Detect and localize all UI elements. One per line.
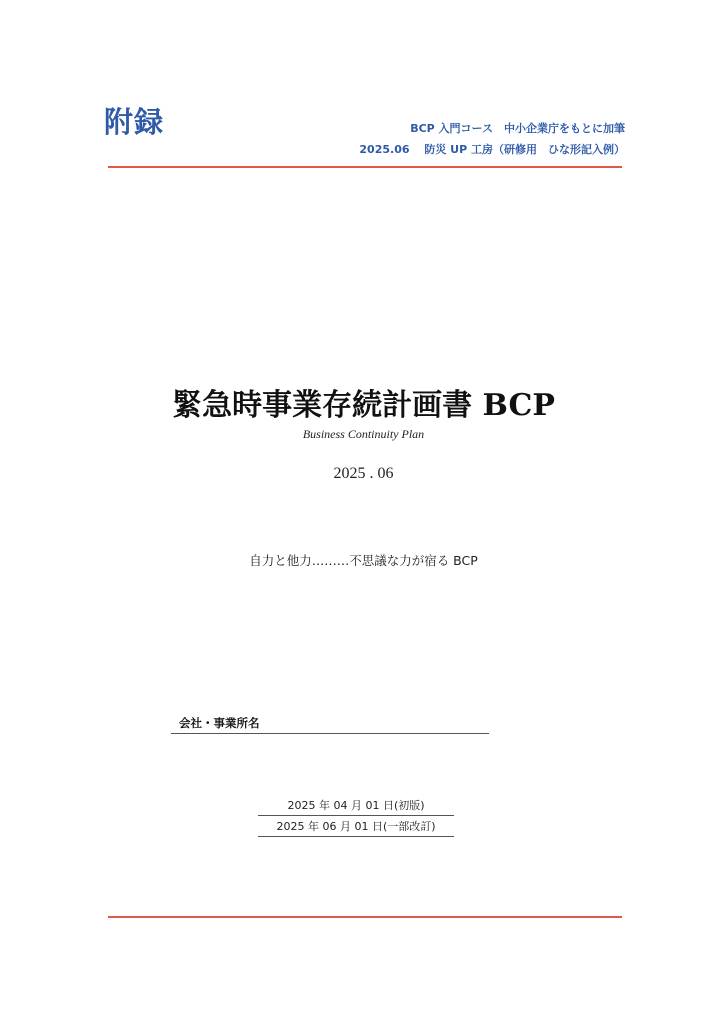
revision-entry-update: 2025 年 06 月 01 日(一部改訂) (258, 818, 454, 837)
document-date: 2025 . 06 (333, 465, 394, 482)
company-name-field (171, 715, 489, 734)
header-course-line: BCP 入門コース 中小企業庁をもとに加筆 (410, 122, 625, 135)
header-edition-line: 2025.06 防災 UP 工房（研修用 ひな形記入例） (359, 143, 625, 156)
revision-entry-initial: 2025 年 04 月 01 日(初版) (258, 797, 454, 816)
document-title: 緊急時事業存続計画書 BCP (172, 388, 555, 423)
appendix-label: 附録 (104, 105, 165, 139)
document-subtitle: Business Continuity Plan (302, 427, 425, 441)
company-name-label: 会社・事業所名 (179, 716, 260, 730)
top-divider (108, 166, 622, 168)
tagline: 自力と他力………不思議な力が宿る BCP (249, 553, 478, 568)
bottom-divider (108, 916, 622, 918)
